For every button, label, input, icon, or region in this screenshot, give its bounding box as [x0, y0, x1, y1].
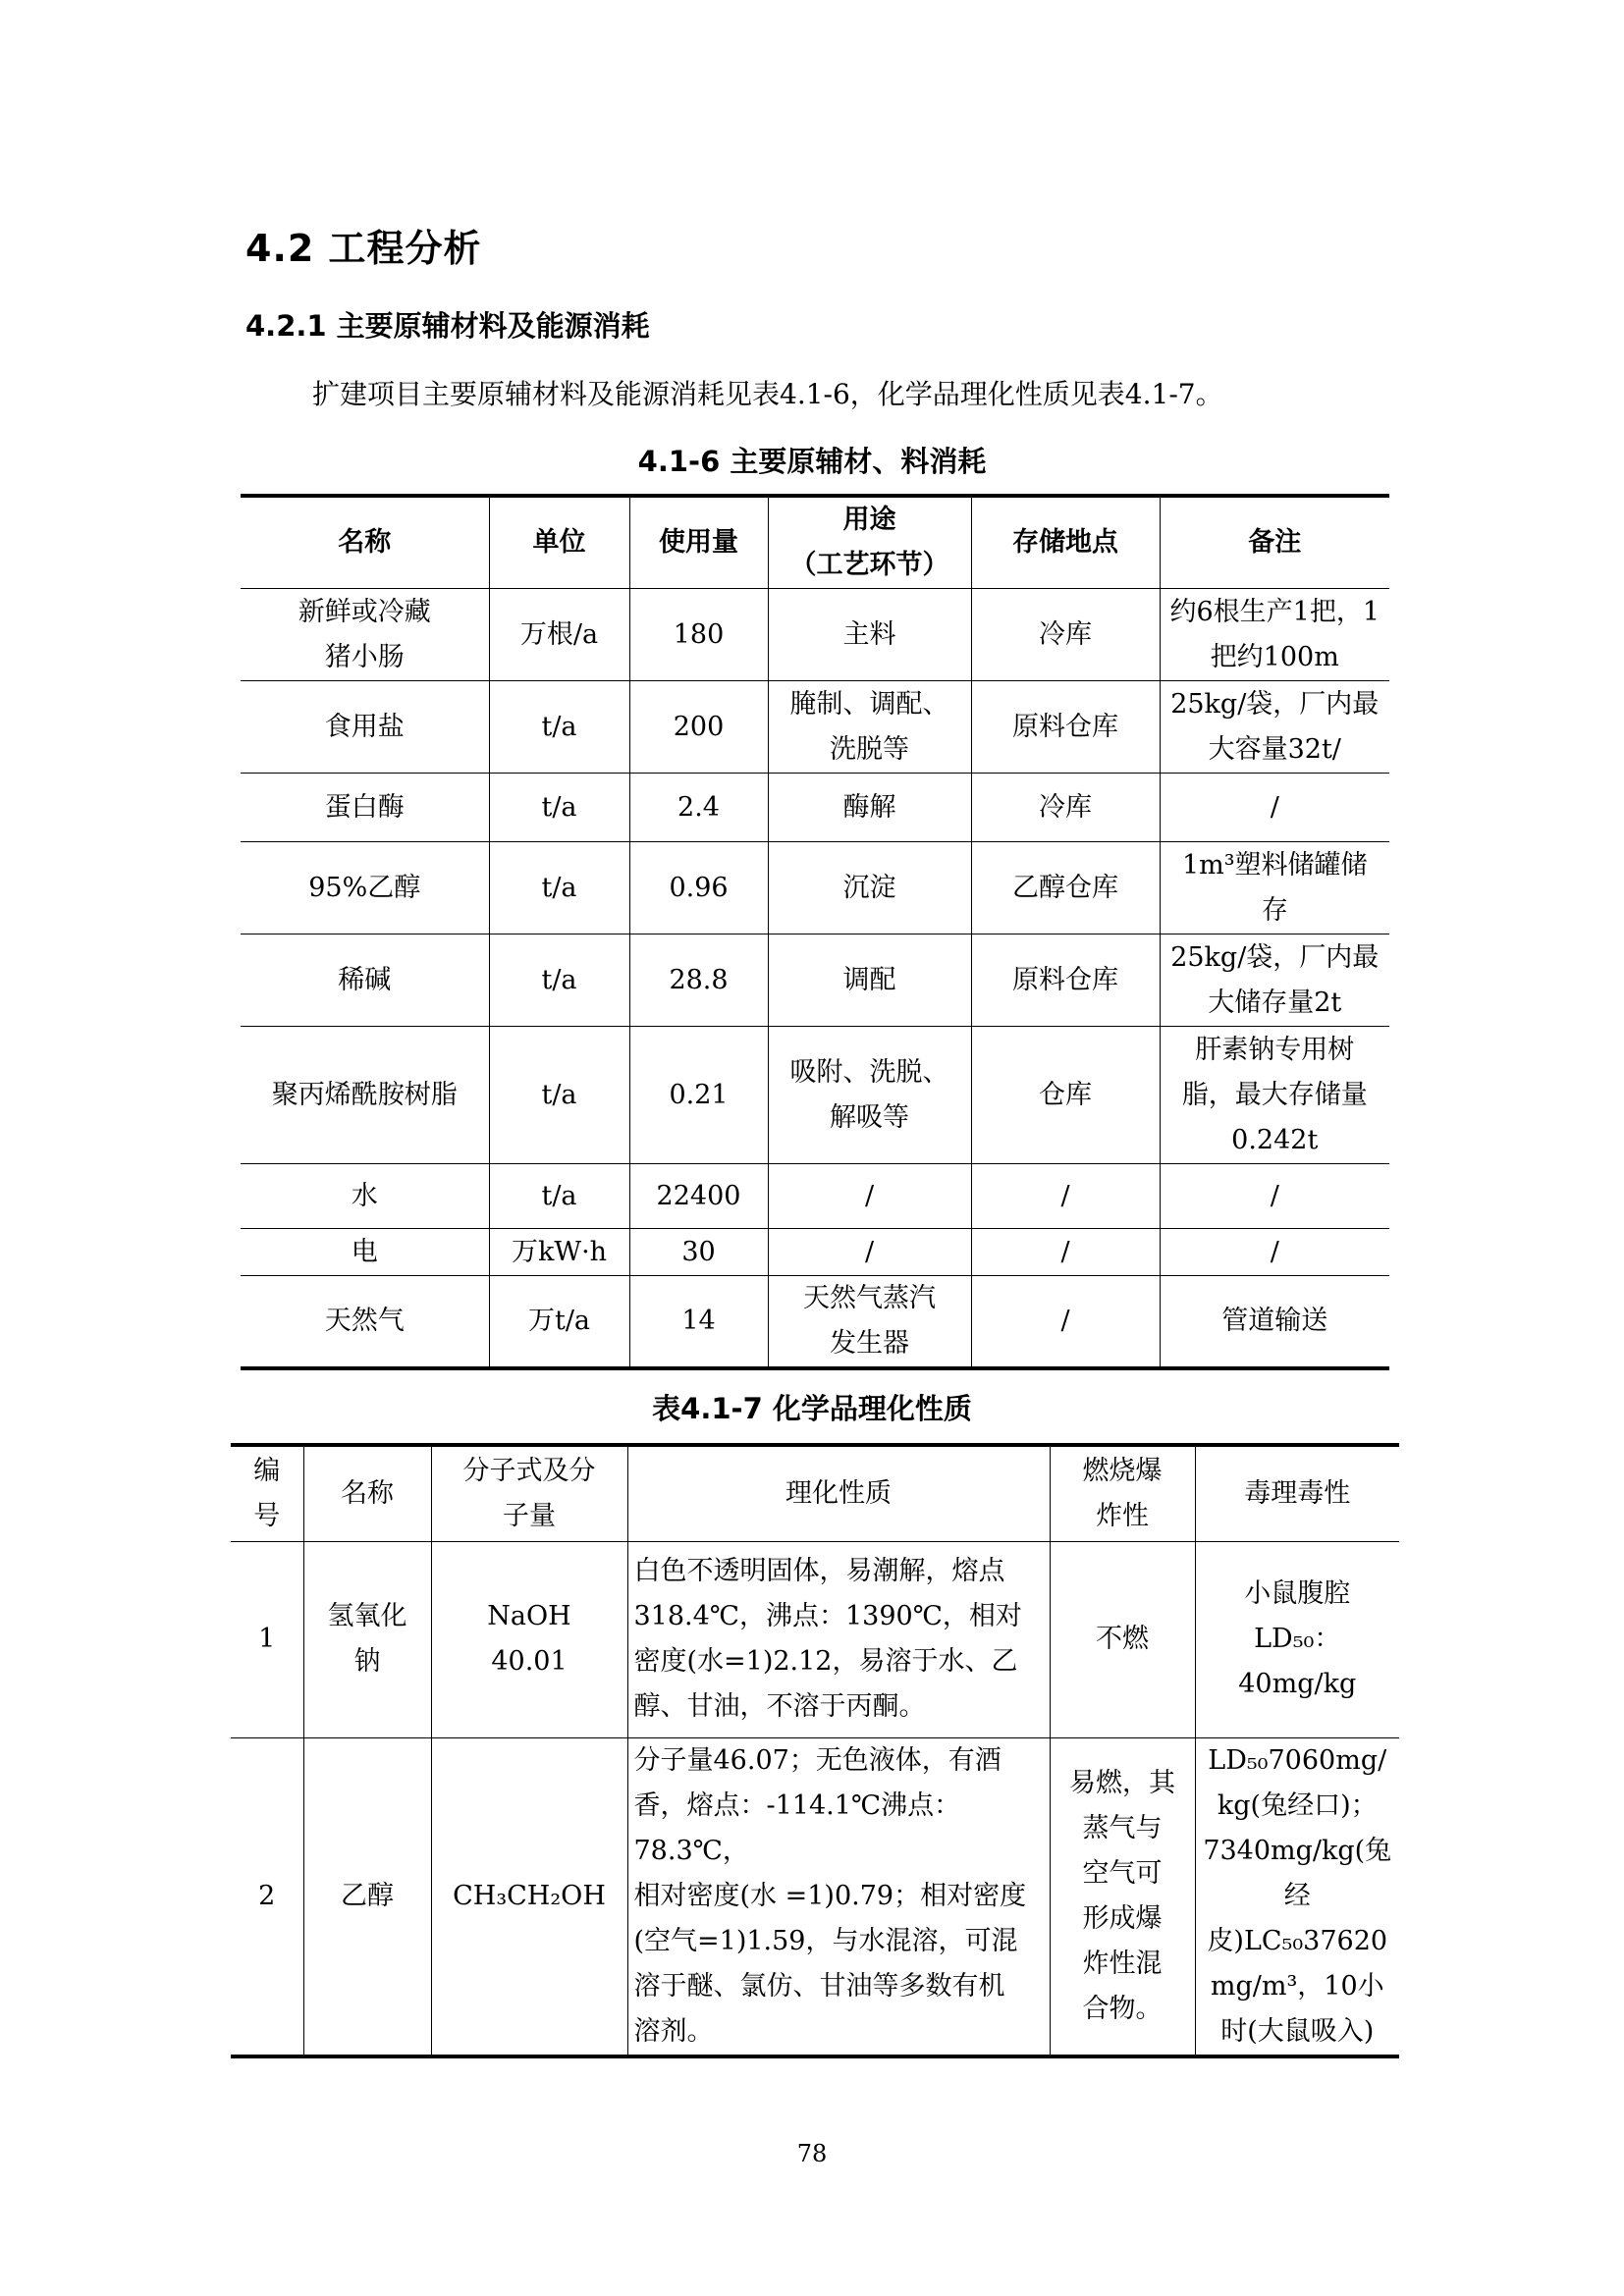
table-cell: 腌制、调配、 洗脱等 [768, 681, 971, 774]
column-header: 名称 [241, 496, 489, 589]
table-cell: 主料 [768, 589, 971, 681]
table-cell: 管道输送 [1160, 1276, 1389, 1369]
table-cell: 沉淀 [768, 842, 971, 934]
table-row [231, 1541, 1399, 1737]
table-cell: 水 [241, 1164, 489, 1229]
table-cell: t/a [489, 934, 629, 1027]
table-cell: 食用盐 [241, 681, 489, 774]
column-header: 存储地点 [971, 496, 1160, 589]
table-cell: 2 [231, 1737, 303, 2056]
table-cell: / [768, 1229, 971, 1276]
table-row [241, 1164, 1389, 1229]
table-cell: 易燃，其 蒸气与 空气可 形成爆 炸性混 合物。 [1050, 1737, 1195, 2056]
table-cell: t/a [489, 1164, 629, 1229]
table-cell: t/a [489, 774, 629, 842]
table-cell: 天然气蒸汽 发生器 [768, 1276, 971, 1369]
table-row [241, 934, 1389, 1027]
table-cell: 新鲜或冷藏 猪小肠 [241, 589, 489, 681]
table-row [241, 681, 1389, 774]
intro-paragraph: 扩建项目主要原辅材料及能源消耗见表4.1-6，化学品理化性质见表4.1-7。 [312, 378, 1223, 410]
chemical-properties-table [231, 1443, 1399, 2058]
table-cell: 仓库 [971, 1027, 1160, 1164]
table-cell: NaOH 40.01 [431, 1541, 627, 1737]
table-header-row [241, 496, 1389, 589]
table-cell: LD₅₀7060mg/ kg(兔经口)； 7340mg/kg(兔 经 皮)LC₅₀37620 mg/m³，10小 时(大鼠吸入) [1195, 1737, 1399, 2056]
table-cell: t/a [489, 681, 629, 774]
table-cell: 万kW·h [489, 1229, 629, 1276]
table-cell: 180 [629, 589, 768, 681]
column-header: 毒理毒性 [1195, 1445, 1399, 1541]
table-cell: 天然气 [241, 1276, 489, 1369]
table-cell: 电 [241, 1229, 489, 1276]
table-cell: 0.96 [629, 842, 768, 934]
table-cell: / [971, 1164, 1160, 1229]
table-cell: 乙醇仓库 [971, 842, 1160, 934]
table-row [241, 774, 1389, 842]
column-header: 编 号 [231, 1445, 303, 1541]
column-header: 使用量 [629, 496, 768, 589]
table-cell: 0.21 [629, 1027, 768, 1164]
table-row [241, 589, 1389, 681]
table-cell: 分子量46.07；无色液体，有酒 香，熔点：-114.1℃沸点：78.3℃， 相对密度(水 =1)0.79；相对密度 (空气=1)1.59，与水混溶，可混 溶于醚、氯仿、甘油等多数有机 溶剂。 [627, 1737, 1050, 2056]
table-cell: 冷库 [971, 774, 1160, 842]
column-header: 名称 [303, 1445, 431, 1541]
table-cell: / [971, 1276, 1160, 1369]
table-cell: 25kg/袋，厂内最 大储存量2t [1160, 934, 1389, 1027]
table-header-row [231, 1445, 1399, 1541]
column-header: 燃烧爆 炸性 [1050, 1445, 1195, 1541]
table-cell: 酶解 [768, 774, 971, 842]
table-cell: 1 [231, 1541, 303, 1737]
table-row [241, 1276, 1389, 1369]
column-header: 用途 （工艺环节） [768, 496, 971, 589]
table-cell: 冷库 [971, 589, 1160, 681]
column-header: 单位 [489, 496, 629, 589]
table-cell: 肝素钠专用树 脂，最大存储量 0.242t [1160, 1027, 1389, 1164]
column-header: 备注 [1160, 496, 1389, 589]
table-cell: 30 [629, 1229, 768, 1276]
table-cell: / [1160, 1164, 1389, 1229]
table-cell: 万根/a [489, 589, 629, 681]
table1-caption: 4.1-6 主要原辅材、料消耗 [637, 445, 987, 478]
table-cell: 原料仓库 [971, 934, 1160, 1027]
table-cell: 乙醇 [303, 1737, 431, 2056]
table-cell: 14 [629, 1276, 768, 1369]
table-row [231, 1737, 1399, 2056]
table-cell: 聚丙烯酰胺树脂 [241, 1027, 489, 1164]
table-cell: 稀碱 [241, 934, 489, 1027]
table-cell: 1m³塑料储罐储 存 [1160, 842, 1389, 934]
table-cell: 吸附、洗脱、 解吸等 [768, 1027, 971, 1164]
table-cell: 原料仓库 [971, 681, 1160, 774]
table-cell: 小鼠腹腔 LD₅₀： 40mg/kg [1195, 1541, 1399, 1737]
table-cell: t/a [489, 842, 629, 934]
materials-table [241, 494, 1389, 1370]
table-cell: 调配 [768, 934, 971, 1027]
table-cell: 白色不透明固体，易潮解，熔点 318.4℃，沸点：1390℃，相对 密度(水=1)2.12，易溶于水、乙 醇、甘油，不溶于丙酮。 [627, 1541, 1050, 1737]
table-row [241, 1229, 1389, 1276]
table-cell: 95%乙醇 [241, 842, 489, 934]
table-cell: / [1160, 1229, 1389, 1276]
table-cell: 25kg/袋，厂内最 大容量32t/ [1160, 681, 1389, 774]
table-cell: t/a [489, 1027, 629, 1164]
table-cell: 氢氧化 钠 [303, 1541, 431, 1737]
table-cell: 不燃 [1050, 1541, 1195, 1737]
table-cell: / [1160, 774, 1389, 842]
table-cell: 2.4 [629, 774, 768, 842]
table-cell: 28.8 [629, 934, 768, 1027]
section-heading: 4.2 工程分析 [245, 227, 482, 270]
table-row [241, 1027, 1389, 1164]
table-cell: 约6根生产1把，1 把约100m [1160, 589, 1389, 681]
table-cell: 200 [629, 681, 768, 774]
table2-caption: 表4.1-7 化学品理化性质 [652, 1392, 972, 1425]
column-header: 分子式及分 子量 [431, 1445, 627, 1541]
subsection-heading: 4.2.1 主要原辅材料及能源消耗 [245, 309, 650, 343]
table-cell: 蛋白酶 [241, 774, 489, 842]
table-cell: / [768, 1164, 971, 1229]
table-cell: CH₃CH₂OH [431, 1737, 627, 2056]
table-cell: 万t/a [489, 1276, 629, 1369]
table-row [241, 842, 1389, 934]
page-number: 78 [796, 2140, 828, 2167]
table-cell: 22400 [629, 1164, 768, 1229]
column-header: 理化性质 [627, 1445, 1050, 1541]
table-cell: / [971, 1229, 1160, 1276]
